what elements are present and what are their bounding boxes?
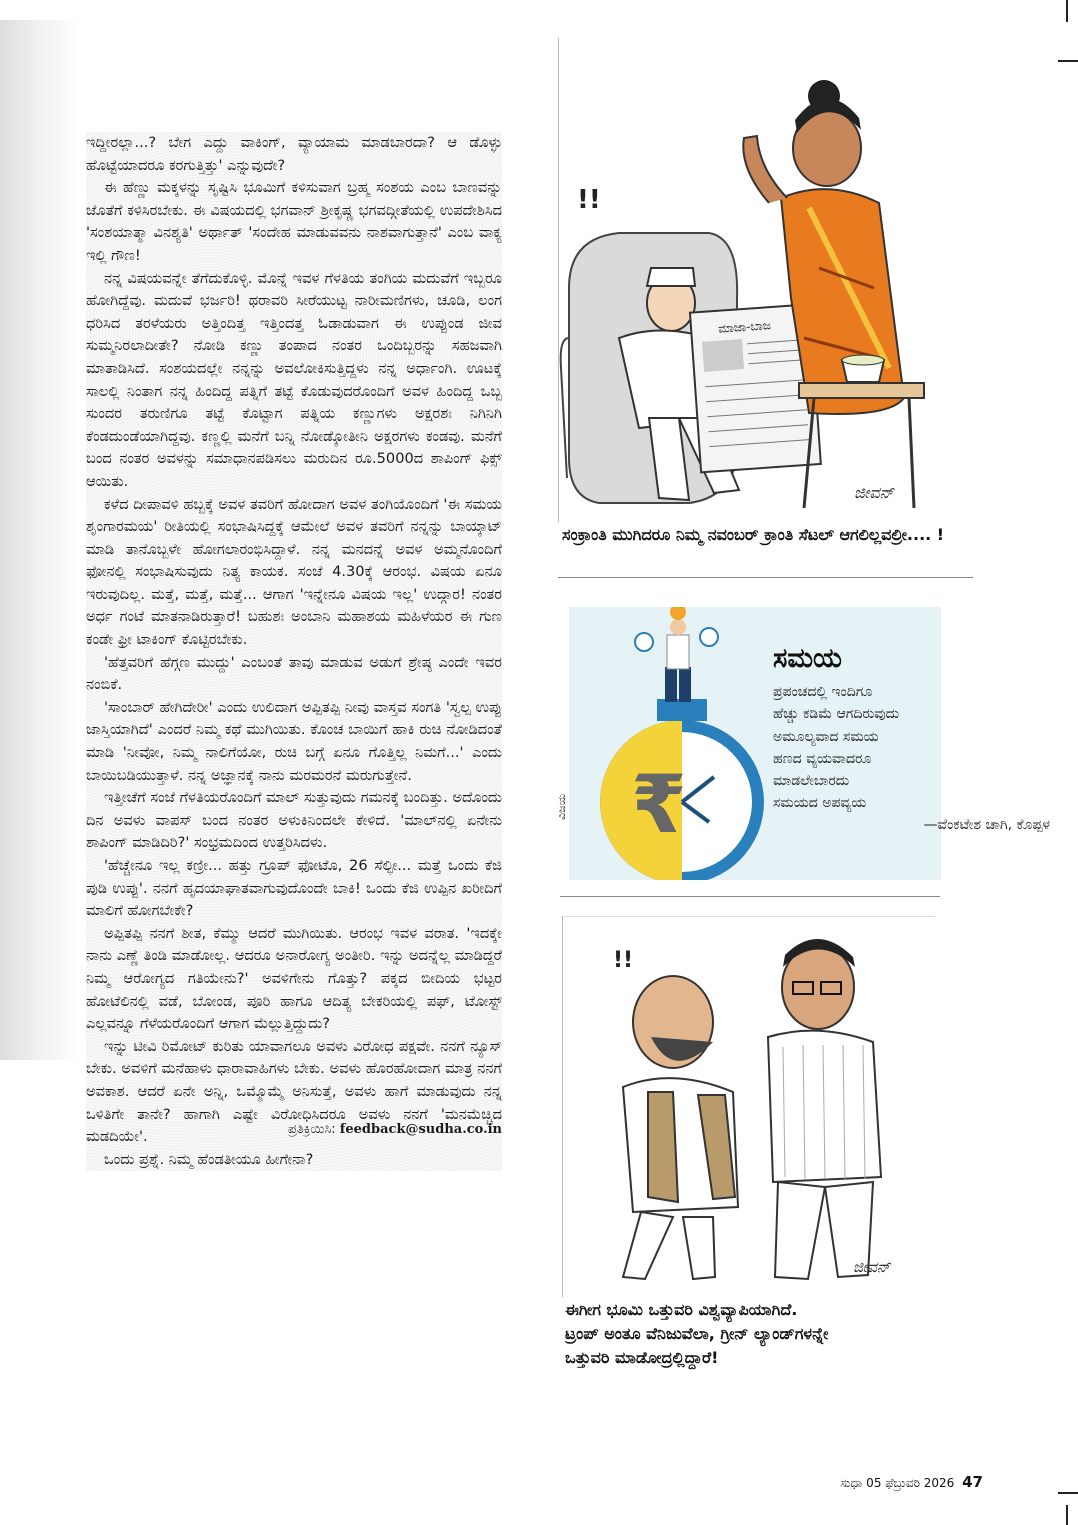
article-paragraph: ಇದ್ದೀರಲ್ಲಾ...? ಬೇಗ ಎದ್ದು ವಾಕಿಂಗ್, ವ್ಯಾಯಾಮ ಮಾಡಬಾರದಾ? ಆ ಡೊಳ್ಳು ಹೊಟ್ಟೆಯಾದರೂ ಕರಗುತ್ತಿತ್ತು' ಎನ್ನುವುದೇ? xyxy=(86,134,502,174)
article-paragraph: ಕಳೆದ ದೀಪಾವಳಿ ಹಬ್ಬಕ್ಕೆ ಅವಳ ತವರಿಗೆ ಹೋದಾಗ ಅವಳ ತಂಗಿಯೊಂದಿಗೆ 'ಈ ಸಮಯ ಶೃಂಗಾರಮಯ' ರೀತಿಯಲ್ಲಿ ಸಂಭಾಷಿಸಿದ್ದಕ್ಕೆ ಆಮೇಲೆ ಅವಳ ತವರಿಗೆ ನನ್ನನ್ನು ಬಾಯ್ಕಾಟ್ ಮಾಡಿ ತಾನೊಬ್ಬಳೇ ಹೋಗಲಾರಂಭಿಸಿದ್ದಾಳೆ. ನನ್ನ ಮನದನ್ನೆ ಅವಳ ಅಮ್ಮನೊಂದಿಗೆ ಫೋನಲ್ಲಿ ಸಂಭಾಷಿಸುವುದು ನಿತ್ಯ ಕಾಯಕ. ಸಂಜೆ 4.30ಕ್ಕೆ ಆರಂಭ. ವಿಷಯ ಏನೂ ಇರುವುದಿಲ್ಲ. ಮತ್ತೆ, ಮತ್ತೆ, ಮತ್ತೆ... ಆಗಾಗ 'ಇನ್ನೇನೂ ವಿಷಯ ಇಲ್ಲ' ಉದ್ಗಾರ! ನಂತರ ಅರ್ಧ ಗಂಟೆ ಮಾತನಾಡಿರುತ್ತಾರೆ! ಬಹುಶಃ ಅಂಬಾನಿ ಮಹಾಶಯ ಮಹಿಳೆಯರ ಈ ಗುಣ ಕಂಡೇ ಫ್ರೀ ಟಾಕಿಂಗ್ ಕೊಟ್ಟಿರಬೇಕು. xyxy=(86,495,502,649)
page-footer xyxy=(840,1473,983,1491)
article-paragraph: 'ಹೆತ್ತವರಿಗೆ ಹೆಗ್ಗಣ ಮುದ್ದು' ಎಂಬಂತೆ ತಾವು ಮಾಡುವ ಅಡುಗೆ ಶ್ರೇಷ್ಠ ಎಂದೇ ಇವರ ನಂಬಿಕೆ. xyxy=(86,653,502,694)
svg-text:ಜೀವನ್: ಜೀವನ್ xyxy=(854,483,894,502)
cartoon-illustration xyxy=(559,38,925,522)
article-paragraph: 'ಸಾಂಬಾರ್ ಹೇಗಿದೇರೀ' ಎಂದು ಉಲಿದಾಗ ಅಪ್ಪಿತಪ್ಪಿ ನೀವು ವಾಸ್ತವ ಸಂಗತಿ 'ಸ್ವಲ್ಪ ಉಪ್ಪು ಜಾಸ್ತಿಯಾಗಿದೆ' ಎಂದರೆ ನಿಮ್ಮ ಕಥೆ ಮುಗಿಯಿತು. ಕೊಂಚ ಬಾಯಿಗೆ ಹಾಕಿ ರುಚಿ ನೋಡಿದಂತೆ ಮಾಡಿ 'ನೀವೋ, ನಿಮ್ಮ ನಾಲಿಗೆಯೋ, ರುಚಿ ಬಗ್ಗೆ ಏನೂ ಗೊತ್ತಿಲ್ಲ ನಿಮಗೆ...' ಎಂದು ಬಾಯಿಬಡಿಯುತ್ತಾಳೆ. ನನ್ನ ಅಜ್ಞಾನಕ್ಕೆ ನಾನು ಮರಮರನೆ ಮರುಗುತ್ತೇನೆ. xyxy=(86,698,502,784)
magazine-issue: ಸುಧಾ 05 ಫೆಬ್ರುವರಿ 2026 xyxy=(840,1476,955,1490)
cartoon-two-men xyxy=(562,916,935,1297)
article-paragraph: ಒಂದು ಪ್ರಶ್ನೆ. ನಿಮ್ಮ ಹೆಂಡತೀಯೂ ಹೀಗೇನಾ? xyxy=(104,1150,314,1168)
caption-line: ಈಗೀಗ ಭೂಮಿ ಒತ್ತುವರಿ ವಿಶ್ವವ್ಯಾಪಿಯಾಗಿದೆ. xyxy=(565,1300,798,1319)
poem-line: ಮಾಡಲೇಬಾರದು xyxy=(773,773,850,790)
article-paragraph: ಅಪ್ಪಿತಪ್ಪಿ ನನಗೆ ಶೀತ, ಕೆಮ್ಮು ಆದರೆ ಮುಗಿಯಿತು. ಆರಂಭ ಇವಳ ವರಾತ. 'ಇದಕ್ಕೇ ನಾನು ಎಣ್ಣೆ ತಿಂಡಿ ಮಾಡೋಲ್ಲ. ಆದರೂ ಅನಾರೋಗ್ಯ ಅಂತೀರಿ. ಇನ್ನು ಅದನ್ನೆಲ್ಲ ಮಾಡಿದ್ದರೆ ನಿಮ್ಮ ಆರೋಗ್ಯದ ಗತಿಯೇನು?' ಅವಳಿಗೇನು ಗೊತ್ತು? ಪಕ್ಕದ ಬೀದಿಯ ಭಟ್ಟರ ಹೋಟೆಲಿನಲ್ಲಿ ವಡೆ, ಬೋಂಡ, ಪೂರಿ ಹಾಗೂ ಆದಿತ್ಯ ಬೇಕರಿಯಲ್ಲಿ ಪಫ್, ಟೋಸ್ಟ್ ಎಲ್ಲವನ್ನೂ ಗೆಳೆಯರೊಂದಿಗೆ ಆಗಾಗ ಮೆಲ್ಲುತ್ತಿದ್ದುದು? xyxy=(86,924,502,1033)
poem-line: ಅಮೂಲ್ಯವಾದ ಸಮಯ xyxy=(773,728,879,745)
svg-text:!!: !! xyxy=(577,185,601,215)
poem-line: ಪ್ರಪಂಚದಲ್ಲಿ ಇಂದಿಗೂ xyxy=(773,684,873,700)
svg-text:ಜೀವನ್: ಜೀವನ್ xyxy=(853,1258,891,1276)
divider xyxy=(560,896,940,897)
feedback-email[interactable]: feedback@sudha.co.in xyxy=(339,1122,502,1137)
illustrator-credit: ವಿಜಯ xyxy=(555,793,568,820)
poem-line: ಹಣದ ವ್ಯಯವಾದರೂ xyxy=(773,750,872,767)
cartoon-illustration xyxy=(563,917,935,1297)
article-paragraph: 'ಹೆಚ್ಚೇನೂ ಇಲ್ಲ ಕಣ್ರೀ... ಹತ್ತು ಗ್ರೂಪ್ ಫೋಟೊ, 26 ಸೆಲ್ಫೀ... ಮತ್ತೆ ಒಂದು ಕೆಜಿ ಪುಡಿ ಉಪ್ಪು'. ನನಗೆ ಹೃದಯಾಘಾತವಾಗುವುದೊಂದೇ ಬಾಕಿ! ಒಂದು ಕೆಜಿ ಉಪ್ಪಿನ ಖರೀದಿಗೆ ಮಾಲಿಗೆ ಹೋಗಬೇಕೇ? xyxy=(86,857,502,920)
feedback-line xyxy=(86,1122,502,1137)
crop-mark xyxy=(1058,1492,1078,1494)
poem-line: ಸಮಯದ ಅಪವ್ಯಯ xyxy=(773,795,867,812)
cartoon-wife-newspaper xyxy=(558,38,925,522)
svg-text:ಮಾಜಾ-ಬಾಜ: ಮಾಜಾ-ಬಾಜ xyxy=(717,318,772,336)
cartoon-caption xyxy=(565,1298,960,1370)
article-paragraph: ಇತ್ತೀಚೆಗೆ ಸಂಜೆ ಗೆಳತಿಯರೊಂದಿಗೆ ಮಾಲ್ ಸುತ್ತುವುದು ಗಮನಕ್ಕೆ ಬಂದಿತ್ತು. ಅದೊಂದು ದಿನ ಅವಳು ವಾಪಸ್ ಬಂದ ನಂತರ ಅಳುಕಿನಿಂದಲೇ ಕೇಳಿದೆ. 'ಮಾಲ್‌ನಲ್ಲಿ ಏನೇನು ಶಾಪಿಂಗ್ ಮಾಡಿದಿರಿ?' ಸಂಭ್ರಮದಿಂದ ಉತ್ತರಿಸಿದಳು. xyxy=(86,789,502,852)
svg-text:₹: ₹ xyxy=(631,758,687,851)
article-paragraph: ಇನ್ನು ಟೀವಿ ರಿಮೋಟ್ ಕುರಿತು ಯಾವಾಗಲೂ ಅವಳು ವಿರೋಧ ಪಕ್ಷವೇ. ನನಗೆ ನ್ಯೂಸ್ ಬೇಕು. ಅವಳಿಗೆ ಮನೆಹಾಳು ಧಾರಾವಾಹಿಗಳು ಬೇಕು. ಅವಳು ಹೊರಹೋದಾಗ ಮಾತ್ರ ನನಗೆ ಅವಕಾಶ. ಆದರೆ ಏನೇ ಅನ್ನಿ, ಒಮ್ಮೊಮ್ಮೆ ಅನಿಸುತ್ತೆ, ಅವಳು ಹಾಗೆ ಮಾಡುವುದು ನನ್ನ ಒಳಿತಿಗೇ ತಾನೇ? ಹಾಗಾಗಿ ಎಷ್ಟೇ ವಿರೋಧಿಸಿದರೂ ಅವಳು ನನಗೆ 'ಮನಮೆಚ್ಚಿದ ಮಡದಿಯೇ'. xyxy=(86,1037,502,1146)
caption-line: ಟ್ರಂಪ್ ಅಂತೂ ವೆನಿಜುವೆಲಾ, ಗ್ರೀನ್ ಲ್ಯಾಂಡ್‌ಗಳನ್ನೇ xyxy=(565,1324,829,1343)
page-number: 47 xyxy=(962,1473,983,1491)
feedback-label: ಪ್ರತಿಕ್ರಿಯಿಸಿ: xyxy=(287,1122,336,1137)
caption-line: ಒತ್ತುವರಿ ಮಾಡೋದ್ರಲ್ಲಿದ್ದಾರೆ! xyxy=(565,1348,719,1367)
crop-mark xyxy=(1066,0,1068,22)
poem-title: ಸಮಯ xyxy=(773,643,842,674)
article-paragraph: ನನ್ನ ವಿಷಯವನ್ನೇ ತೆಗೆದುಕೊಳ್ಳಿ. ಮೊನ್ನೆ ಇವಳ ಗೆಳತಿಯ ತಂಗಿಯ ಮದುವೆಗೆ ಇಬ್ಬರೂ ಹೋಗಿದ್ದೆವು. ಮದುವೆ ಭರ್ಜರಿ! ಥರಾವರಿ ಸೀರೆಯುಟ್ಟ ನಾರೀಮಣಿಗಳು, ಚೂಡಿ, ಲಂಗ ಧರಿಸಿದ ತರಳೆಯರು ಅತ್ತಿಂದಿತ್ತ ಇತ್ತಿಂದತ್ತ ಓಡಾಡುವಾಗ ಈ ಉಪ್ಪುಂಡ ಜೀವ ಸುಮ್ಮನಿರಲಾದೀತೇ? ನೋಡಿ ಕಣ್ಣು ತಂಪಾದ ನಂತರ ಒಂದಿಬ್ಬರನ್ನು ಸಹಜವಾಗಿ ಮಾತಾಡಿಸಿದೆ. ಸಂಶಯದಲ್ಲೇ ನನ್ನನ್ನು ಅವಲೋಕಿಸುತ್ತಿದ್ದಳು ನನ್ನ ಅರ್ಧಾಂಗಿ. ಊಟಕ್ಕೆ ಸಾಲಲ್ಲಿ ನಿಂತಾಗ ನನ್ನ ಹಿಂದಿದ್ದ ಪತ್ನಿಗೆ ತಟ್ಟೆ ಕೊಡುವುದರೊಂದಿಗೆ ಅವಳ ಹಿಂದಿದ್ದ ಒಬ್ಬ ಸುಂದರ ತರುಣಿಗೂ ತಟ್ಟೆ ಕೊಟ್ಟಾಗ ಪತ್ನಿಯ ಕಣ್ಣುಗಳು ಅಕ್ಷರಶಃ ನಿಗಿನಿಗಿ ಕೆಂಡದುಂಡೆಯಾಗಿದ್ದವು. ಕಣ್ಣಲ್ಲಿ ಮನೆಗೆ ಬನ್ನಿ ನೋಡ್ಕೋತೀನಿ ಅಕ್ಷರಗಳು ಕಂಡವು. ಮನೆಗೆ ಬಂದ ನಂತರ ಅವಳನ್ನು ಸಮಾಧಾನಪಡಿಸಲು ಮರುದಿನ ರೂ.5000ದ ಶಾಪಿಂಗ್ ಫಿಕ್ಸ್ ಆಯಿತು. xyxy=(86,269,502,490)
cartoon-caption: ಸಂಕ್ರಾಂತಿ ಮುಗಿದರೂ ನಿಮ್ಮ ನವಂಬರ್ ಕ್ರಾಂತಿ ಸೆಟಲ್ ಆಗಲಿಲ್ಲವಲ್ರೀ.... ! xyxy=(562,525,945,544)
svg-text:!!: !! xyxy=(613,948,634,973)
article-paragraph: ಈ ಹೆಣ್ಣು ಮಕ್ಕಳನ್ನು ಸೃಷ್ಟಿಸಿ ಭೂಮಿಗೆ ಕಳಿಸುವಾಗ ಬ್ರಹ್ಮ ಸಂಶಯ ಎಂಬ ಬಾಣವನ್ನು ಜೊತೆಗೆ ಕಳಿಸಿರಬೇಕು. ಈ ವಿಷಯದಲ್ಲಿ ಭಗವಾನ್ ಶ್ರೀಕೃಷ್ಣ ಭಗವದ್ಗೀತೆಯಲ್ಲಿ ಉಪದೇಶಿಸಿದ 'ಸಂಶಯಾತ್ಮಾ ವಿನಶ್ಯತಿ' ಅರ್ಥಾತ್ 'ಸಂದೇಹ ಮಾಡುವವನು ನಾಶವಾಗುತ್ತಾನೆ' ಎಂಬ ವಾಕ್ಯ ಇಲ್ಲಿ ಗೌಣ! xyxy=(86,179,502,264)
background-photo-edge xyxy=(0,20,80,1060)
article-body xyxy=(86,132,502,1171)
poem-line: ಹೆಚ್ಚು ಕಡಿಮೆ ಆಗದಿರುವುದು xyxy=(773,706,900,723)
crop-mark xyxy=(1058,60,1078,62)
crop-mark xyxy=(1066,1505,1068,1525)
poem-author: —ವೆಂಕಟೇಶ ಚಾಗಿ, ಕೊಪ್ಪಳ xyxy=(923,817,1050,833)
poem-body xyxy=(773,681,899,815)
divider xyxy=(558,577,973,578)
clock-rupee-illustration xyxy=(569,607,769,880)
